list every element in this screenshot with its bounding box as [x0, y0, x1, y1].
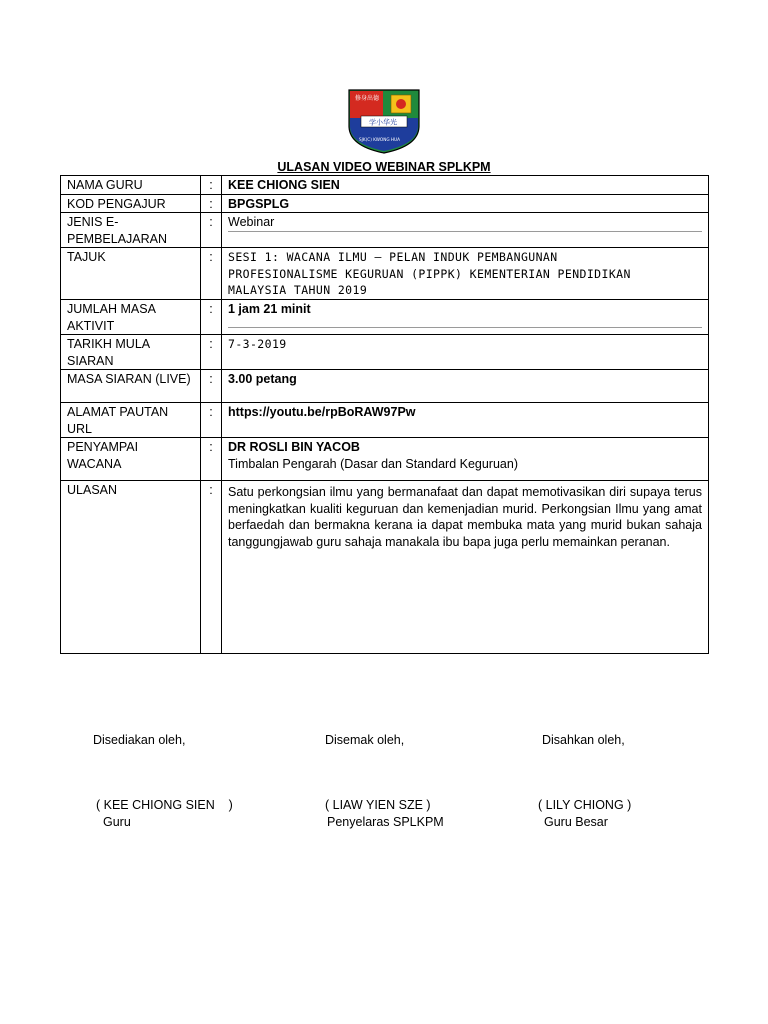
- label-nama-guru: NAMA GURU: [61, 176, 201, 195]
- prepared-by-name: ( KEE CHIONG SIEN ): [96, 798, 233, 812]
- label-ulasan: ULASAN: [61, 481, 201, 654]
- label-penyampai: [61, 438, 201, 481]
- row-alamat-url: [61, 403, 709, 438]
- value-penyampai-name: DR ROSLI BIN YACOB: [228, 440, 360, 454]
- checked-by-heading: Disemak oleh,: [325, 733, 405, 747]
- row-ulasan: [61, 481, 709, 654]
- colon: :: [201, 248, 222, 300]
- school-crest-logo: [347, 86, 421, 154]
- row-masa-siaran: [61, 370, 709, 403]
- value-jumlah-text: 1 jam 21 minit: [228, 301, 702, 328]
- label-tarikh-line-2: SIARAN: [67, 353, 114, 368]
- colon: :: [201, 335, 222, 370]
- label-jumlah-masa: [61, 300, 201, 335]
- label-jumlah-line-2: AKTIVIT: [67, 318, 115, 333]
- label-jenis-line-1: JENIS E-: [67, 215, 119, 229]
- value-penyampai-title: Timbalan Pengarah (Dasar dan Standard Keguruan): [228, 456, 518, 471]
- label-masa-siaran: MASA SIARAN (LIVE): [61, 370, 201, 403]
- value-penyampai: [222, 438, 709, 481]
- value-jenis-text: Webinar: [228, 214, 702, 232]
- colon: :: [201, 176, 222, 195]
- value-kod-pengajur: BPGSPLG: [222, 194, 709, 213]
- label-jenis-line-2: PEMBELAJARAN: [67, 231, 168, 246]
- row-jumlah-masa: [61, 300, 709, 335]
- value-tajuk-line-1: SESI 1: WACANA ILMU – PELAN INDUK PEMBANGUNAN: [228, 250, 558, 264]
- approved-by-role: Guru Besar: [544, 815, 608, 829]
- prepared-by-role: Guru: [103, 815, 131, 829]
- crest-top-left-text: 修身出德: [355, 95, 380, 102]
- label-jenis: [61, 213, 201, 248]
- colon: :: [201, 300, 222, 335]
- label-penyampai-line-2: WACANA: [67, 456, 122, 471]
- crest-center-text: 学小华光: [369, 118, 397, 127]
- value-jenis: [222, 213, 709, 248]
- value-tarikh: 7-3-2019: [222, 335, 709, 370]
- checked-by-name: ( LIAW YIEN SZE ): [325, 798, 431, 812]
- value-nama-guru: KEE CHIONG SIEN: [222, 176, 709, 195]
- value-masa-siaran: 3.00 petang: [222, 370, 709, 403]
- webinar-review-table: [60, 175, 709, 654]
- label-tajuk: TAJUK: [61, 248, 201, 300]
- value-ulasan: Satu perkongsian ilmu yang bermanafaat dan dapat memotivasikan diri supaya terus meningkatkan kualiti keguruan dan kemenjadian murid. Perkongsian Ilmu yang amat berfaedah dan bermakna kerana ia dapat membuka mata yang murid bukan sahaja tanggungjawab guru sahaja manakala ibu bapa juga perlu memainkan peranan.: [222, 481, 709, 654]
- colon: :: [201, 370, 222, 403]
- row-tarikh: [61, 335, 709, 370]
- label-alamat-line-1: ALAMAT PAUTAN: [67, 405, 169, 419]
- document-title: ULASAN VIDEO WEBINAR SPLKPM: [277, 160, 491, 174]
- row-kod-pengajur: [61, 194, 709, 213]
- approved-by-heading: Disahkan oleh,: [542, 733, 625, 747]
- checked-by-role: Penyelaras SPLKPM: [327, 815, 444, 829]
- prepared-by-heading: Disediakan oleh,: [93, 733, 186, 747]
- label-tarikh-line-1: TARIKH MULA: [67, 337, 151, 351]
- colon: :: [201, 194, 222, 213]
- colon: :: [201, 481, 222, 654]
- colon: :: [201, 403, 222, 438]
- row-jenis: [61, 213, 709, 248]
- label-tarikh: [61, 335, 201, 370]
- colon: :: [201, 213, 222, 248]
- colon: :: [201, 438, 222, 481]
- value-tajuk-line-3: MALAYSIA TAHUN 2019: [228, 283, 368, 297]
- row-penyampai: [61, 438, 709, 481]
- label-alamat-line-2: URL: [67, 421, 93, 436]
- label-alamat-url: [61, 403, 201, 438]
- row-tajuk: [61, 248, 709, 300]
- value-tajuk-line-2: PROFESIONALISME KEGURUAN (PIPPK) KEMENTERIAN PENDIDIKAN: [228, 266, 631, 281]
- value-tajuk: [222, 248, 709, 300]
- value-jumlah-masa: [222, 300, 709, 335]
- approved-by-name: ( LILY CHIONG ): [538, 798, 632, 812]
- label-jumlah-line-1: JUMLAH MASA: [67, 302, 156, 316]
- value-url-link[interactable]: https://youtu.be/rpBoRAW97Pw: [222, 403, 709, 438]
- row-nama-guru: [61, 176, 709, 195]
- label-kod-pengajur: KOD PENGAJUR: [61, 194, 201, 213]
- label-penyampai-line-1: PENYAMPAI: [67, 440, 139, 454]
- crest-motto-text: SJK(C) KWONG HUA: [359, 137, 400, 142]
